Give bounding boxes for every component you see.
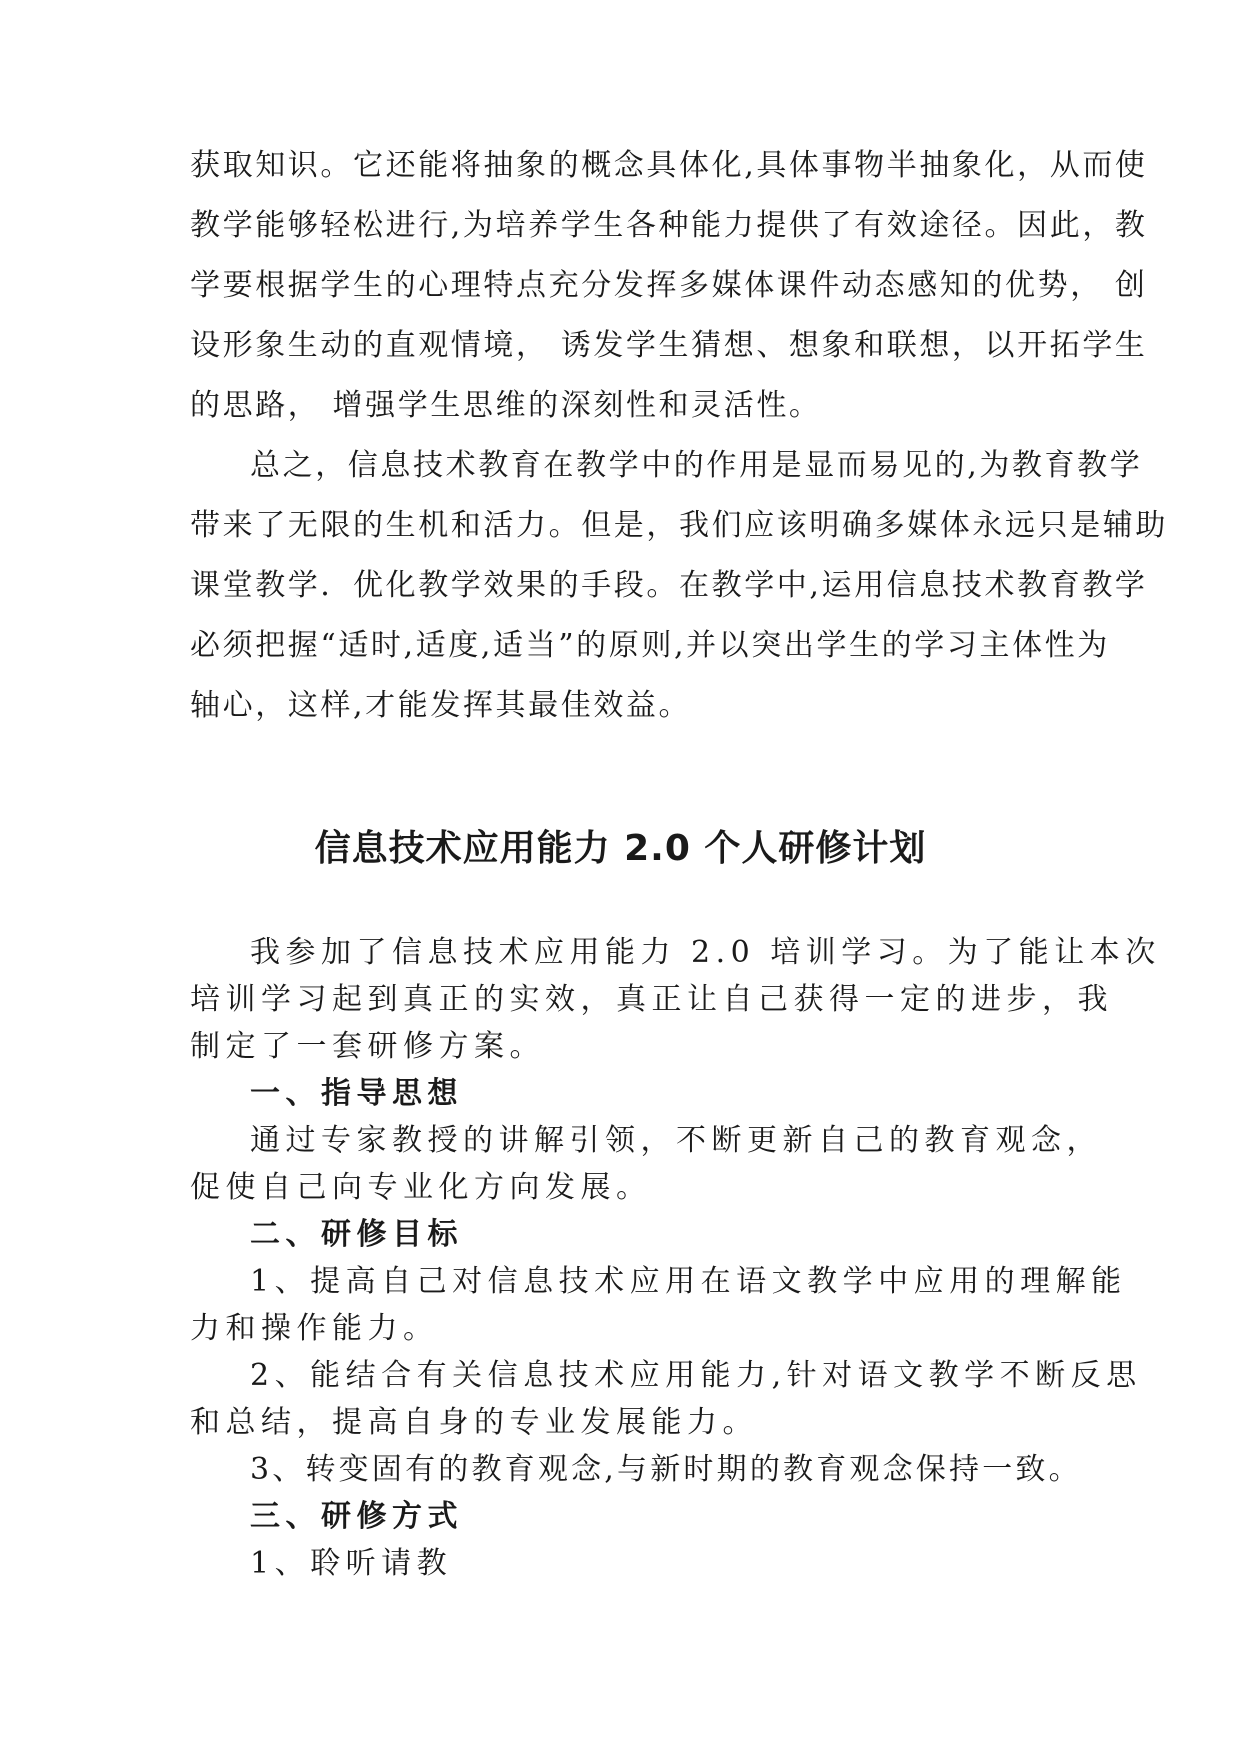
paragraph-line: 学要根据学生的心理特点充分发挥多媒体课件动态感知的优势， 创 bbox=[190, 268, 1148, 303]
paragraph-line: 我参加了信息技术应用能力 2.0 培训学习。为了能让本次 bbox=[250, 935, 1161, 970]
section-heading: 一、指导思想 bbox=[250, 1076, 463, 1111]
list-item: 2、能结合有关信息技术应用能力,针对语文教学不断反思 bbox=[250, 1358, 1142, 1393]
section-heading: 二、研修目标 bbox=[250, 1217, 463, 1252]
paragraph-line: 培训学习起到真正的实效，真正让自己获得一定的进步，我 bbox=[190, 982, 1113, 1017]
paragraph-line: 课堂教学．优化教学效果的手段。在教学中,运用信息技术教育教学 bbox=[190, 568, 1148, 603]
paragraph-line: 必须把握“适时,适度,适当”的原则,并以突出学生的学习主体性为 bbox=[190, 628, 1110, 663]
paragraph-line: 通过专家教授的讲解引领，不断更新自己的教育观念， bbox=[250, 1123, 1102, 1158]
paragraph-line: 和总结，提高自身的专业发展能力。 bbox=[190, 1405, 758, 1440]
paragraph-line: 获取知识。它还能将抽象的概念具体化,具体事物半抽象化，从而使 bbox=[190, 148, 1148, 183]
paragraph-line: 教学能够轻松进行,为培养学生各种能力提供了有效途径。因此，教 bbox=[190, 208, 1148, 243]
paragraph-line: 设形象生动的直观情境， 诱发学生猜想、想象和联想，以开拓学生 bbox=[190, 328, 1148, 363]
paragraph-line: 的思路， 增强学生思维的深刻性和灵活性。 bbox=[190, 388, 822, 423]
paragraph-line: 力和操作能力。 bbox=[190, 1311, 439, 1346]
list-item: 1、提高自己对信息技术应用在语文教学中应用的理解能 bbox=[250, 1264, 1127, 1299]
paragraph-line: 轴心，这样,才能发挥其最佳效益。 bbox=[190, 688, 692, 723]
section-heading: 三、研修方式 bbox=[250, 1499, 463, 1534]
paragraph-line: 带来了无限的生机和活力。但是，我们应该明确多媒体永远只是辅助 bbox=[190, 508, 1168, 543]
page-title: 信息技术应用能力 2.0 个人研修计划 bbox=[314, 828, 927, 869]
list-item: 1、聆听请教 bbox=[250, 1546, 453, 1581]
list-item: 3、转变固有的教育观念,与新时期的教育观念保持一致。 bbox=[250, 1452, 1082, 1487]
paragraph-line: 促使自己向专业化方向发展。 bbox=[190, 1170, 652, 1205]
paragraph-line: 总之，信息技术教育在教学中的作用是显而易见的,为教育教学 bbox=[250, 448, 1143, 483]
paragraph-line: 制定了一套研修方案。 bbox=[190, 1029, 545, 1064]
